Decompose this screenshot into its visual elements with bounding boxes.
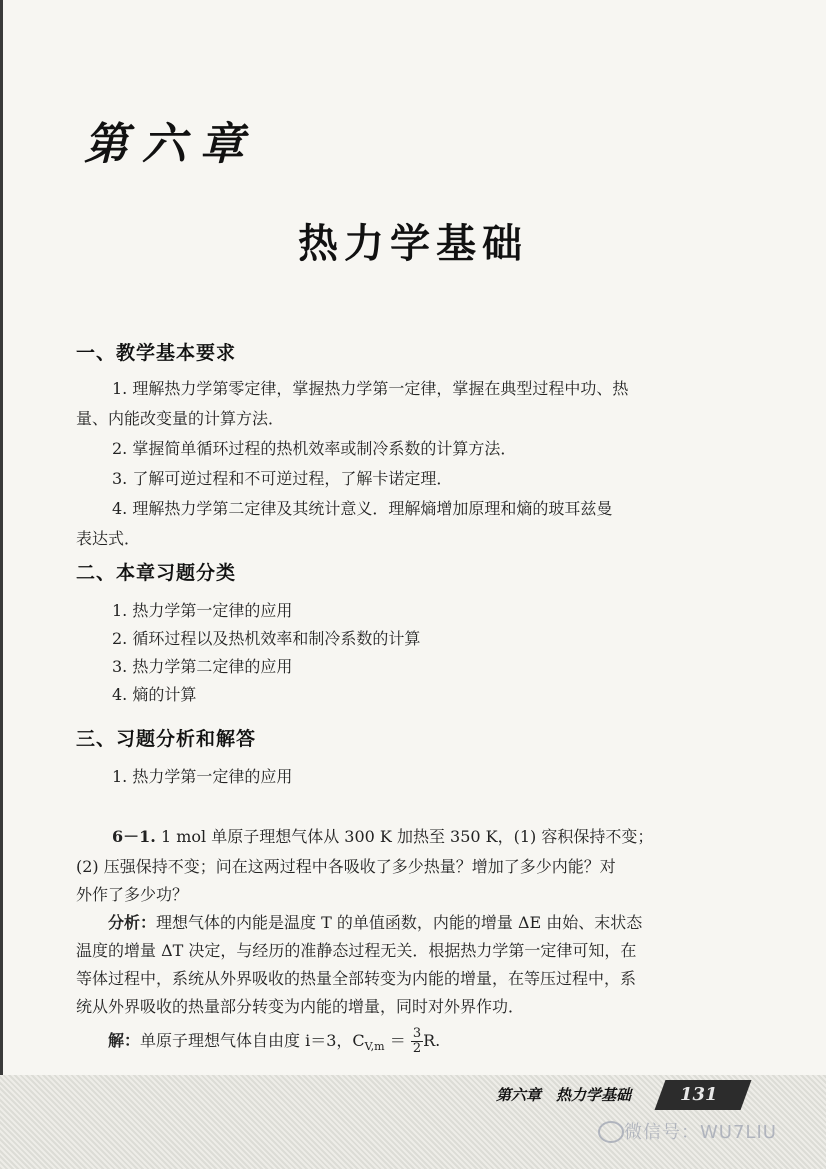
- page-number: 131: [680, 1084, 718, 1105]
- analysis-label: 分析：: [108, 913, 157, 932]
- section3-subheading: 1. 热力学第一定律的应用: [112, 767, 293, 786]
- analysis-text: 理想气体的内能是温度 T 的单值函数，内能的增量 ΔE 由始、末状态: [156, 913, 643, 932]
- section1-item: 4. 理解热力学第二定律及其统计意义．理解熵增加原理和熵的玻耳兹曼: [112, 499, 613, 518]
- analysis-line: 统从外界吸收的热量部分转变为内能的增量，同时对外界作功．: [76, 997, 525, 1016]
- footer-chapter: 第六章 热力学基础: [496, 1086, 632, 1104]
- section1-item: 表达式．: [76, 529, 141, 548]
- fraction: [411, 1027, 423, 1056]
- wechat-icon: [598, 1121, 624, 1143]
- chapter-label: 第六章: [84, 119, 258, 170]
- chapter-title: 热力学基础: [298, 221, 528, 267]
- section3-heading: 三、习题分析和解答: [76, 728, 257, 750]
- solution-equals: ＝: [389, 1031, 406, 1050]
- solution-label: 解：: [108, 1031, 141, 1050]
- section1-item: 量、内能改变量的计算方法．: [76, 409, 285, 428]
- section2-heading: 二、本章习题分类: [76, 562, 237, 584]
- solution-subscript: V,m: [364, 1040, 385, 1054]
- section2-item: 1. 热力学第一定律的应用: [112, 601, 293, 620]
- watermark: 微信号：WU7LIU: [624, 1122, 777, 1143]
- fraction-numerator: 3: [412, 1026, 422, 1041]
- fraction-denominator: 2: [412, 1041, 422, 1056]
- section2-item: 3. 热力学第二定律的应用: [112, 657, 293, 676]
- page-edge: [0, 0, 3, 1169]
- solution-line: [108, 1026, 440, 1062]
- analysis-line: [108, 908, 642, 938]
- section1-item: 3. 了解可逆过程和不可逆过程，了解卡诺定理．: [112, 469, 453, 488]
- section2-item: 2. 循环过程以及热机效率和制冷系数的计算: [112, 629, 421, 648]
- analysis-line: 等体过程中，系统从外界吸收的热量全部转变为内能的增量，在等压过程中，系: [76, 969, 637, 988]
- solution-tail: R.: [423, 1031, 441, 1050]
- section1-heading: 一、教学基本要求: [76, 342, 237, 364]
- problem-text: 1 mol 单原子理想气体从 300 K 加热至 350 K，(1) 容积保持不变；: [160, 827, 654, 846]
- section2-item: 4. 熵的计算: [112, 685, 197, 704]
- problem-line: (2) 压强保持不变；问在这两过程中各吸收了多少热量？增加了多少内能？对: [76, 857, 616, 876]
- solution-text: 单原子理想气体自由度 i＝3，C: [140, 1031, 365, 1050]
- problem-number: 6－1.: [112, 827, 156, 846]
- analysis-line: 温度的增量 ΔT 决定，与经历的准静态过程无关．根据热力学第一定律可知，在: [76, 941, 637, 960]
- problem-line: [112, 822, 653, 852]
- section1-item: 2. 掌握简单循环过程的热机效率或制冷系数的计算方法．: [112, 439, 517, 458]
- section1-item: 1. 理解热力学第零定律，掌握热力学第一定律，掌握在典型过程中功、热: [112, 379, 629, 398]
- problem-line: 外作了多少功？: [76, 885, 189, 904]
